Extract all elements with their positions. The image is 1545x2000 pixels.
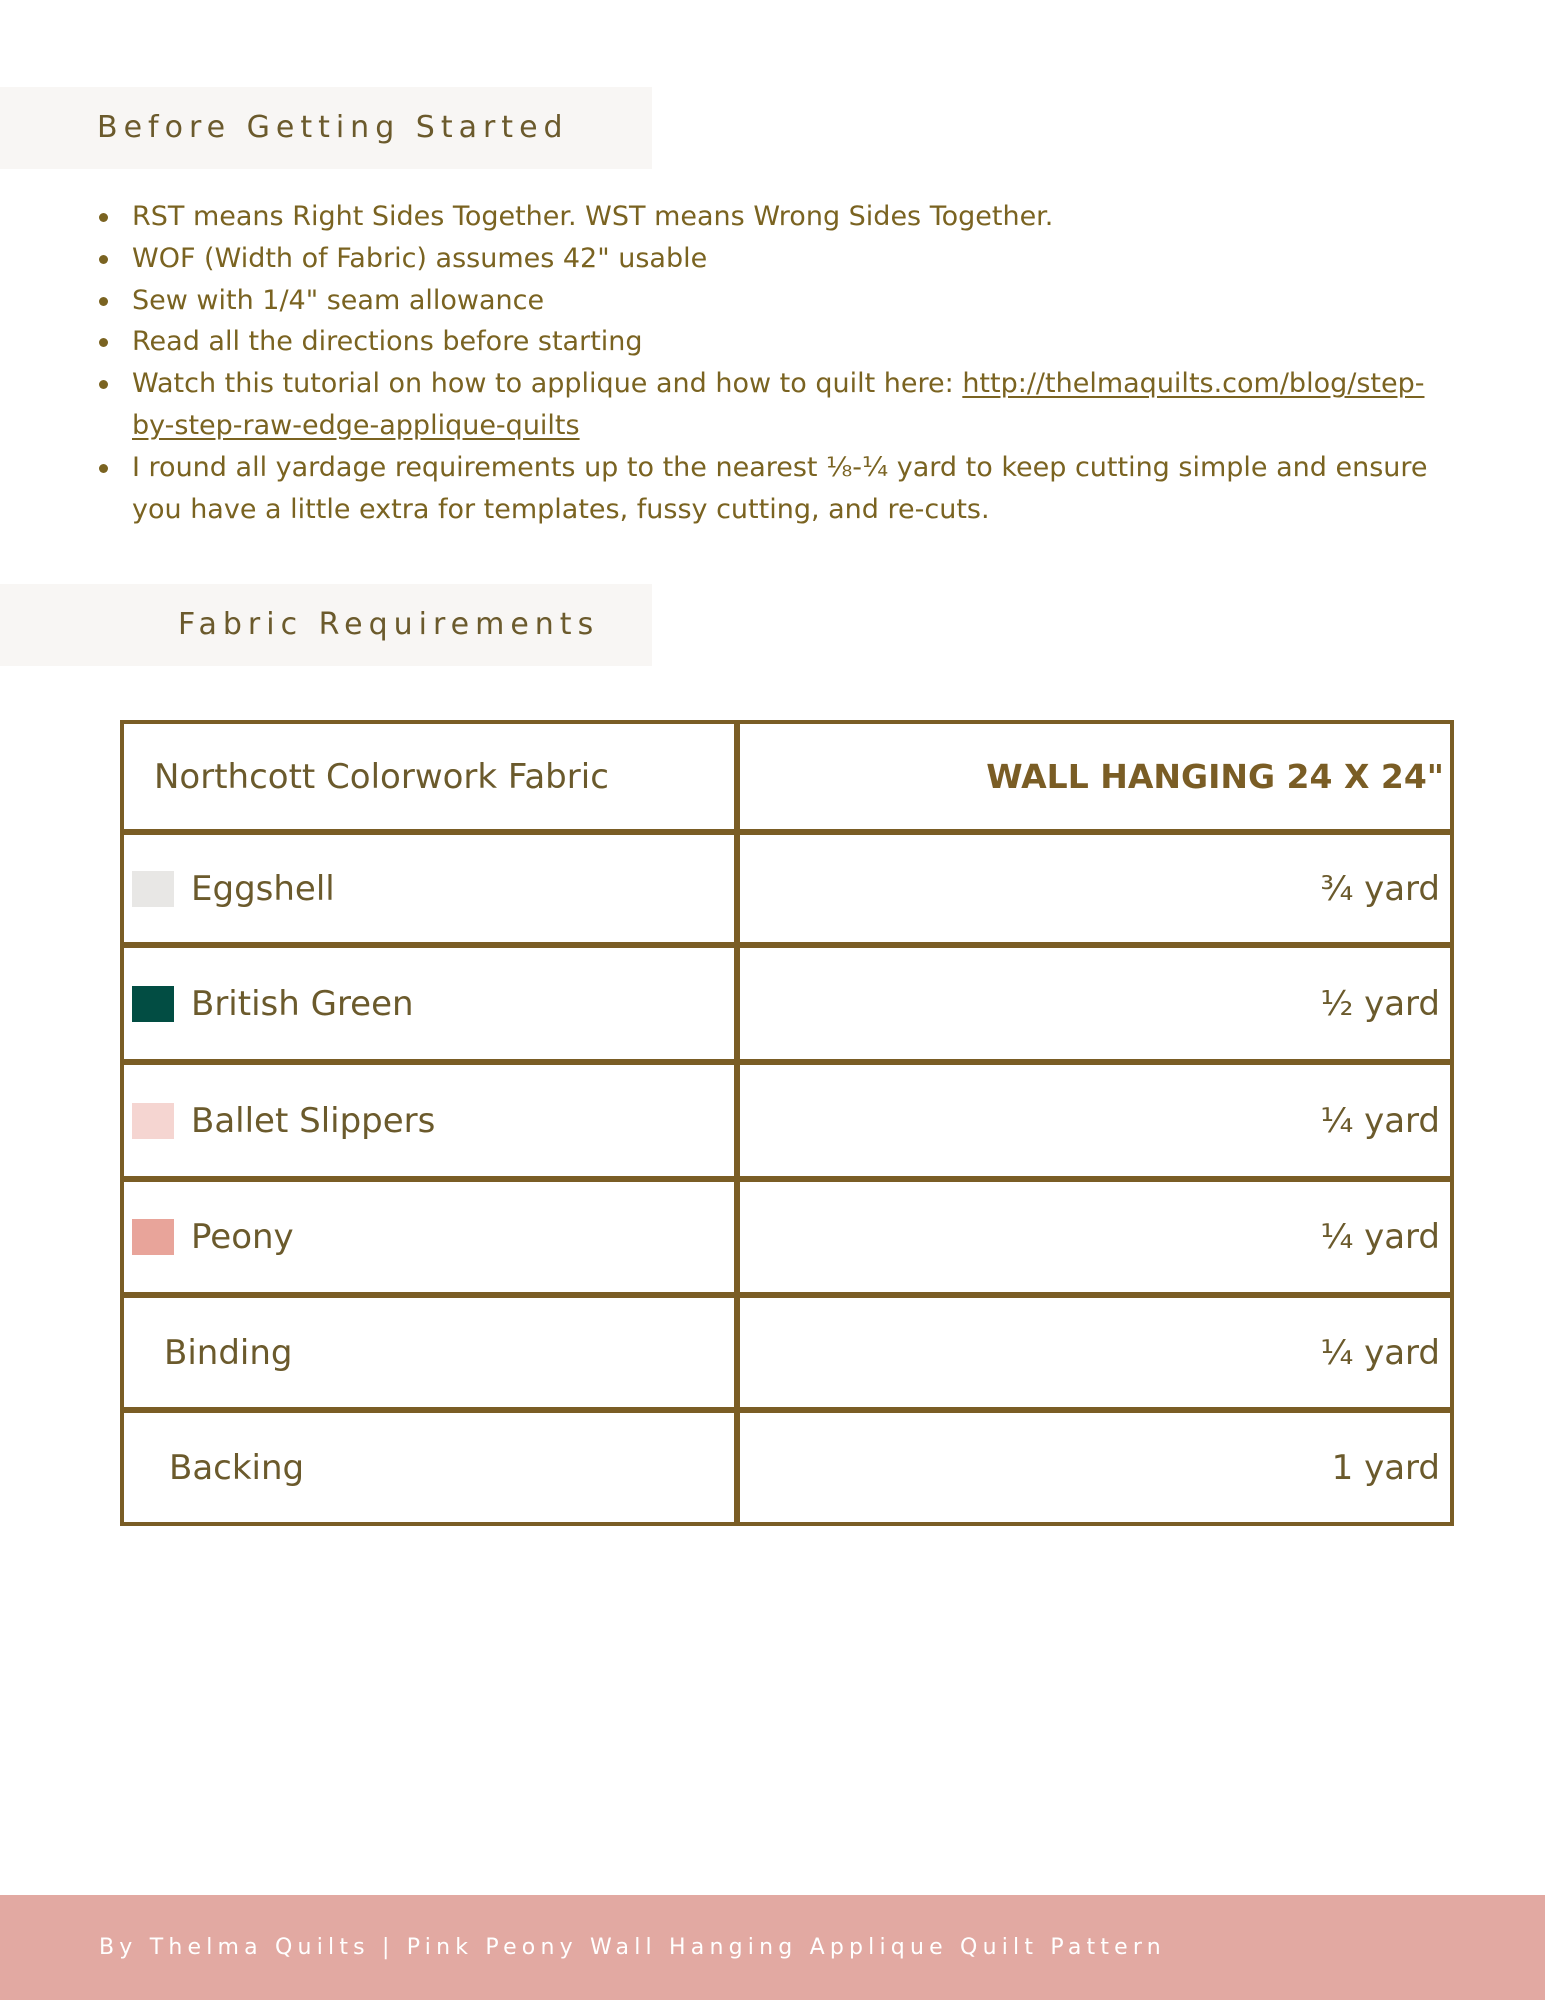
list-item-text: I round all yardage requirements up to the nearest ⅛-¼ yard to keep cutting simple and ensure you have a little extra for templates, fussy cutting, and re-cuts. bbox=[132, 451, 1428, 525]
fabric-name: Peony bbox=[191, 1217, 294, 1257]
fabric-cell bbox=[124, 1413, 740, 1522]
list-item-text: WOF (Width of Fabric) assumes 42" usable bbox=[132, 242, 708, 274]
footer-text: By Thelma Quilts | Pink Peony Wall Hanging Applique Quilt Pattern bbox=[99, 1935, 1166, 1960]
bullet-icon bbox=[99, 255, 108, 264]
bullet-icon bbox=[99, 213, 108, 222]
yardage-cell: 1 yard bbox=[1331, 1447, 1440, 1488]
fabric-cell bbox=[124, 1065, 740, 1176]
table-row bbox=[124, 1065, 1450, 1182]
table-row bbox=[124, 835, 1450, 948]
list-item-text: Read all the directions before starting bbox=[132, 326, 643, 358]
fabric-cell bbox=[124, 1182, 740, 1292]
ballet-slippers-swatch bbox=[132, 1103, 174, 1139]
fabric-column-header: Northcott Colorwork Fabric bbox=[124, 724, 740, 829]
fabric-name: Ballet Slippers bbox=[191, 1100, 436, 1141]
yardage-cell: ¼ yard bbox=[1320, 1332, 1440, 1373]
table-row bbox=[124, 1182, 1450, 1298]
bullet-icon bbox=[99, 380, 108, 389]
list-item bbox=[97, 280, 1457, 322]
tutorial-link[interactable]: http://thelmaquilts.com/blog/step-by-step-raw-edge-applique-quilts bbox=[132, 368, 1425, 441]
list-item-text: RST means Right Sides Together. WST means Wrong Sides Together. bbox=[132, 201, 1054, 232]
fabric-cell bbox=[124, 835, 740, 942]
fabric-name: Binding bbox=[164, 1332, 293, 1373]
fabric-cell bbox=[124, 948, 740, 1059]
table-row bbox=[124, 1413, 1450, 1522]
yardage-cell: ¾ yard bbox=[1320, 868, 1440, 909]
fabric-requirements-header bbox=[0, 584, 652, 666]
before-getting-started-header bbox=[0, 87, 652, 169]
table-row bbox=[124, 1298, 1450, 1413]
fabric-requirements-title: Fabric Requirements bbox=[178, 607, 600, 642]
list-item-text: Watch this tutorial on how to applique and how to quilt here: bbox=[132, 368, 963, 400]
instructions-list bbox=[97, 196, 1457, 530]
yardage-cell: ½ yard bbox=[1320, 983, 1440, 1024]
bullet-icon bbox=[99, 338, 108, 347]
yardage-cell: ¼ yard bbox=[1320, 1217, 1440, 1257]
fabric-name: Backing bbox=[169, 1447, 305, 1488]
footer-band bbox=[0, 1895, 1545, 2000]
peony-swatch bbox=[132, 1219, 174, 1255]
list-item bbox=[97, 238, 1457, 280]
eggshell-swatch bbox=[132, 871, 174, 907]
list-item bbox=[97, 196, 1457, 238]
fabric-name: Eggshell bbox=[191, 868, 335, 909]
table-row bbox=[124, 948, 1450, 1065]
bullet-icon bbox=[99, 464, 108, 473]
british-green-swatch bbox=[132, 986, 174, 1022]
fabric-requirements-table bbox=[120, 720, 1454, 1526]
size-column-header: WALL HANGING 24 X 24" bbox=[986, 757, 1444, 796]
table-header-row bbox=[124, 724, 1450, 835]
fabric-cell bbox=[124, 1298, 740, 1407]
list-item bbox=[97, 447, 1457, 531]
list-item bbox=[97, 363, 1457, 447]
list-item-text: Sew with 1/4" seam allowance bbox=[132, 284, 545, 316]
list-item bbox=[97, 321, 1457, 363]
fabric-name: British Green bbox=[191, 983, 414, 1024]
bullet-icon bbox=[99, 297, 108, 306]
before-getting-started-title: Before Getting Started bbox=[97, 110, 569, 145]
yardage-cell: ¼ yard bbox=[1320, 1100, 1440, 1141]
